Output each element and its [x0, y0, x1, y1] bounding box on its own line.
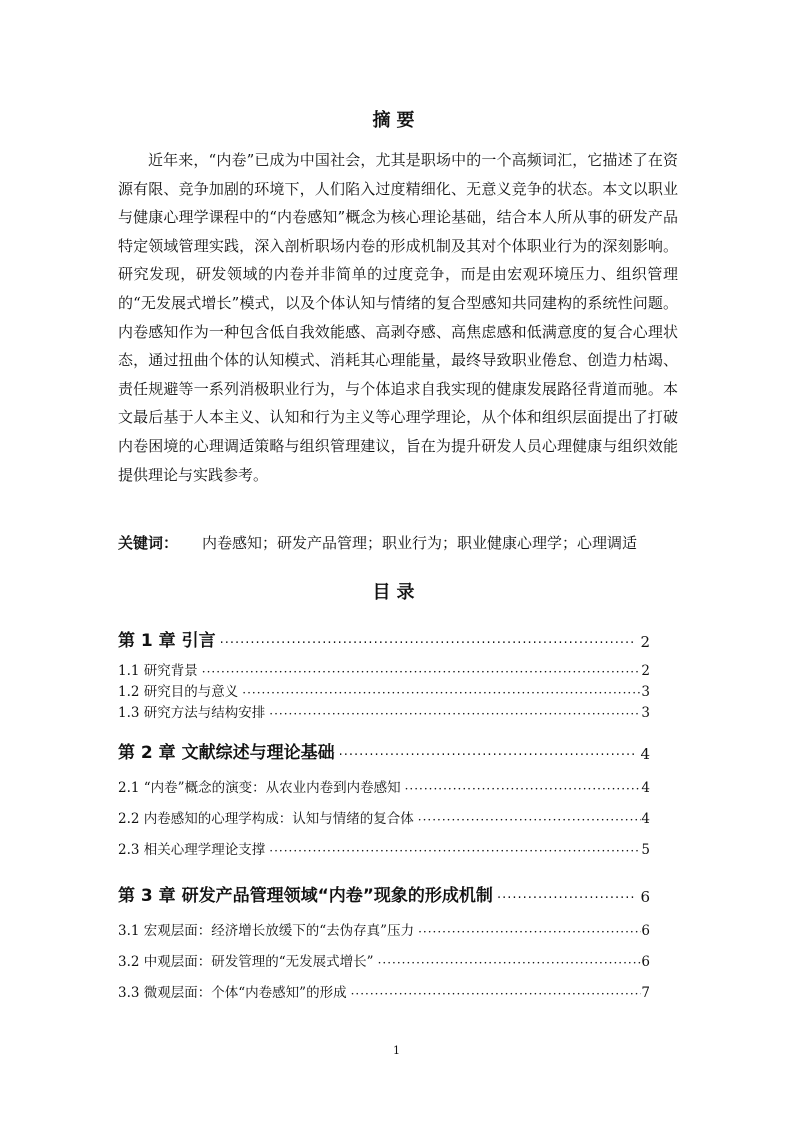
toc-leader-dots — [265, 707, 641, 721]
toc-entry-page: 2 — [640, 633, 650, 651]
toc-leader-dots — [414, 925, 641, 939]
toc-entry-page: 2 — [641, 663, 650, 679]
toc-entry-label: 2.3 相关心理学理论支撑 — [118, 842, 266, 858]
toc-entry[interactable] — [118, 807, 650, 827]
toc-entry-page: 3 — [641, 705, 650, 721]
toc-leader-dots — [493, 891, 635, 906]
toc-entry-label: 1.2 研究目的与意义 — [118, 684, 239, 700]
toc-entry-page: 4 — [641, 811, 650, 827]
toc-entry-label: 3.2 中观层面：研发管理的“无发展式增长” — [118, 954, 374, 970]
toc-entry[interactable] — [118, 680, 650, 700]
toc-entry[interactable] — [118, 701, 650, 721]
toc-leader-dots — [198, 665, 642, 679]
toc-entry-page: 4 — [641, 780, 650, 796]
page-number: 1 — [393, 1044, 400, 1057]
toc-leader-dots — [238, 686, 641, 700]
keywords-line — [118, 532, 678, 553]
toc-entry-label: 第 2 章 文献综述与理论基础 — [118, 743, 335, 763]
abstract-paragraph: 近年来，“内卷”已成为中国社会，尤其是职场中的一个高频词汇，它描述了在资源有限、竞争加剧的环境下，人们陷入过度精细化、无意义竞争的状态。本文以职业与健康心理学课程中的“内卷感知”概念为核心理论基础，结合本人所从事的研发产品特定领域管理实践，深入剖析职场内卷的形成机制及其对个体职业行为的深刻影响。研究发现，研发领域的内卷并非简单的过度竞争，而是由宏观环境压力、组织管理的“无发展式增长”模式，以及个体认知与情绪的复合型感知共同建构的系统性问题。内卷感知作为一种包含低自我效能感、高剥夺感、高焦虑感和低满意度的复合心理状态，通过扭曲个体的认知模式、消耗其心理能量，最终导致职业倦怠、创造力枯竭、责任规避等一系列消极职业行为，与个体追求自我实现的健康发展路径背道而驰。本文最后基于人本主义、认知和行为主义等心理学理论，从个体和组织层面提出了打破内卷困境的心理调适策略与组织管理建议，旨在为提升研发人员心理健康与组织效能提供理论与实践参考。 — [118, 151, 678, 484]
abstract-body — [118, 146, 678, 489]
toc-entry-label: 2.1 “内卷”概念的演变：从农业内卷到内卷感知 — [118, 780, 401, 796]
toc-entry[interactable] — [118, 981, 650, 1001]
toc-entry-label: 第 3 章 研发产品管理领域“内卷”现象的形成机制 — [118, 886, 493, 906]
toc-entry[interactable] — [118, 626, 650, 651]
toc-entry-label: 第 1 章 引言 — [118, 631, 216, 651]
toc-entry-page: 3 — [641, 684, 650, 700]
toc-entry-page: 4 — [640, 745, 650, 763]
toc-entry-page: 6 — [641, 923, 650, 939]
toc-entry-label: 3.1 宏观层面：经济增长放缓下的“去伪存真”压力 — [118, 923, 415, 939]
toc-entry[interactable] — [118, 659, 650, 679]
toc-entry-label: 1.1 研究背景 — [118, 663, 198, 679]
keywords-label: 关键词： — [118, 534, 179, 552]
keywords-value: 内卷感知；研发产品管理；职业行为；职业健康心理学；心理调适 — [202, 534, 638, 552]
toc-leader-dots — [414, 813, 642, 827]
toc-leader-dots — [374, 956, 642, 970]
toc-leader-dots — [401, 782, 642, 796]
toc-entry[interactable] — [118, 738, 650, 763]
toc-leader-dots — [347, 987, 642, 1001]
toc-entry-page: 6 — [640, 888, 650, 906]
toc-entry[interactable] — [118, 919, 650, 939]
toc-entry[interactable] — [118, 838, 650, 858]
toc-leader-dots — [335, 748, 635, 763]
toc-entry[interactable] — [118, 950, 650, 970]
toc-entry-label: 1.3 研究方法与结构安排 — [118, 705, 266, 721]
toc-entry-page: 6 — [641, 954, 650, 970]
abstract-title: 摘要 — [372, 110, 421, 131]
toc-entry-page: 7 — [641, 985, 650, 1001]
toc-entry-label: 2.2 内卷感知的心理学构成：认知与情绪的复合体 — [118, 811, 414, 827]
toc-title: 目录 — [372, 582, 421, 603]
toc-entry-label: 3.3 微观层面：个体“内卷感知”的形成 — [118, 985, 347, 1001]
toc-leader-dots — [216, 636, 635, 651]
toc-entry[interactable] — [118, 881, 650, 906]
toc-entry[interactable] — [118, 776, 650, 796]
toc-entry-page: 5 — [641, 842, 650, 858]
toc-leader-dots — [265, 844, 641, 858]
